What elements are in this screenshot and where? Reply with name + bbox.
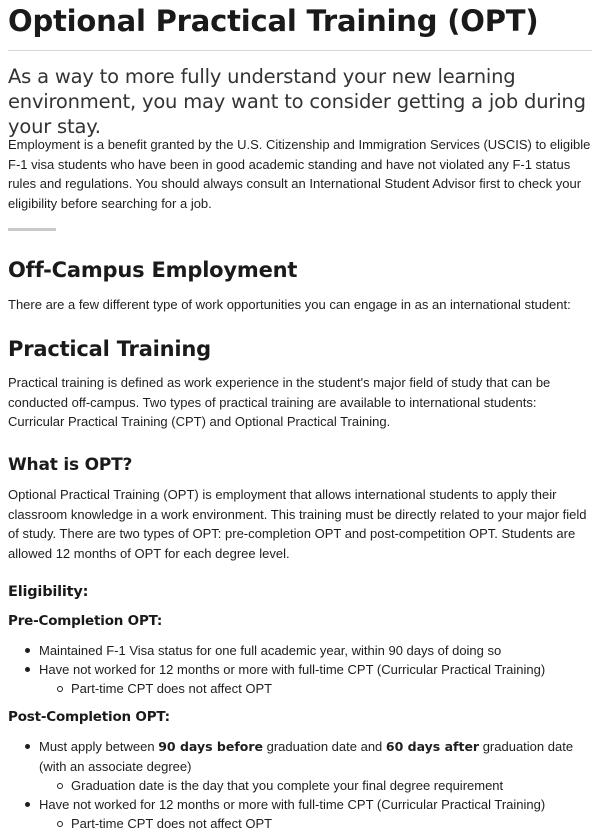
sub-list-item (56, 776, 594, 796)
emphasis-90-days-before: 90 days before (158, 739, 264, 754)
bullet-icon (25, 744, 30, 749)
list-item-text (39, 737, 594, 776)
emphasis-60-days-after: 60 days after (385, 739, 480, 754)
list-item-text: Maintained F-1 Visa status for one full academic year, within 90 days of doing so (39, 643, 502, 658)
sub-list-item-text: Part-time CPT does not affect OPT (71, 681, 273, 696)
page-title: Optional Practical Training (OPT) (8, 4, 539, 38)
text-run: graduation date (with an associate degree) (39, 739, 574, 774)
sub-list-item-text: Part-time CPT does not affect OPT (71, 816, 273, 831)
pre-completion-heading: Pre-Completion OPT: (8, 613, 163, 629)
title-divider (8, 50, 592, 51)
circle-bullet-icon (57, 821, 63, 827)
list-item-text: Have not worked for 12 months or more with full-time CPT (Curricular Practical Training) (39, 662, 546, 677)
text-run: Must apply between (39, 739, 159, 754)
list-item-text: Have not worked for 12 months or more with full-time CPT (Curricular Practical Training) (39, 797, 546, 812)
post-completion-heading: Post-Completion OPT: (8, 709, 170, 725)
bullet-icon (25, 667, 30, 672)
list-item (24, 737, 594, 777)
practical-training-heading: Practical Training (8, 337, 212, 361)
circle-bullet-icon (57, 783, 63, 789)
off-campus-text: There are a few different type of work opportunities you can engage in as an international student: (8, 297, 571, 312)
what-is-opt-text: Optional Practical Training (OPT) is employment that allows international students to apply their classroom knowledge in a work environment. This training must be directly related to your major field of study. There are two types of OPT: pre-completion OPT and post-competition OPT. Students are allowed 12 months of OPT for each degree level. (8, 487, 587, 561)
what-is-opt-heading: What is OPT? (8, 455, 133, 475)
sub-list-item-text: Graduation date is the day that you complete your final degree requirement (71, 778, 504, 793)
bullet-icon (25, 648, 30, 653)
sub-list-item (56, 814, 594, 834)
bullet-icon (25, 802, 30, 807)
intro-paragraph: Employment is a benefit granted by the U.S. Citizenship and Immigration Services (USCIS) to eligible F-1 visa students who have been in good academic standing and have not violated any F-1 status rules and regulations. You should always consult an International Student Advisor first to check your eligibility before searching for a job. (8, 137, 591, 211)
list-item (24, 660, 594, 680)
text-run: graduation date and (263, 739, 386, 754)
list-item (24, 641, 594, 661)
lead-paragraph: As a way to more fully understand your new learning environment, you may want to consider getting a job during your stay. (8, 65, 586, 138)
section-divider (8, 228, 56, 231)
practical-training-text: Practical training is defined as work experience in the student's major field of study that can be conducted off-campus. Two types of practical training are available to international students: Curricular Practical Training (CPT) and Optional Practical Training. (8, 375, 551, 429)
circle-bullet-icon (57, 686, 63, 692)
off-campus-heading: Off-Campus Employment (8, 258, 298, 282)
list-item (24, 795, 594, 815)
eligibility-heading: Eligibility: (8, 584, 89, 600)
sub-list-item (56, 679, 594, 699)
